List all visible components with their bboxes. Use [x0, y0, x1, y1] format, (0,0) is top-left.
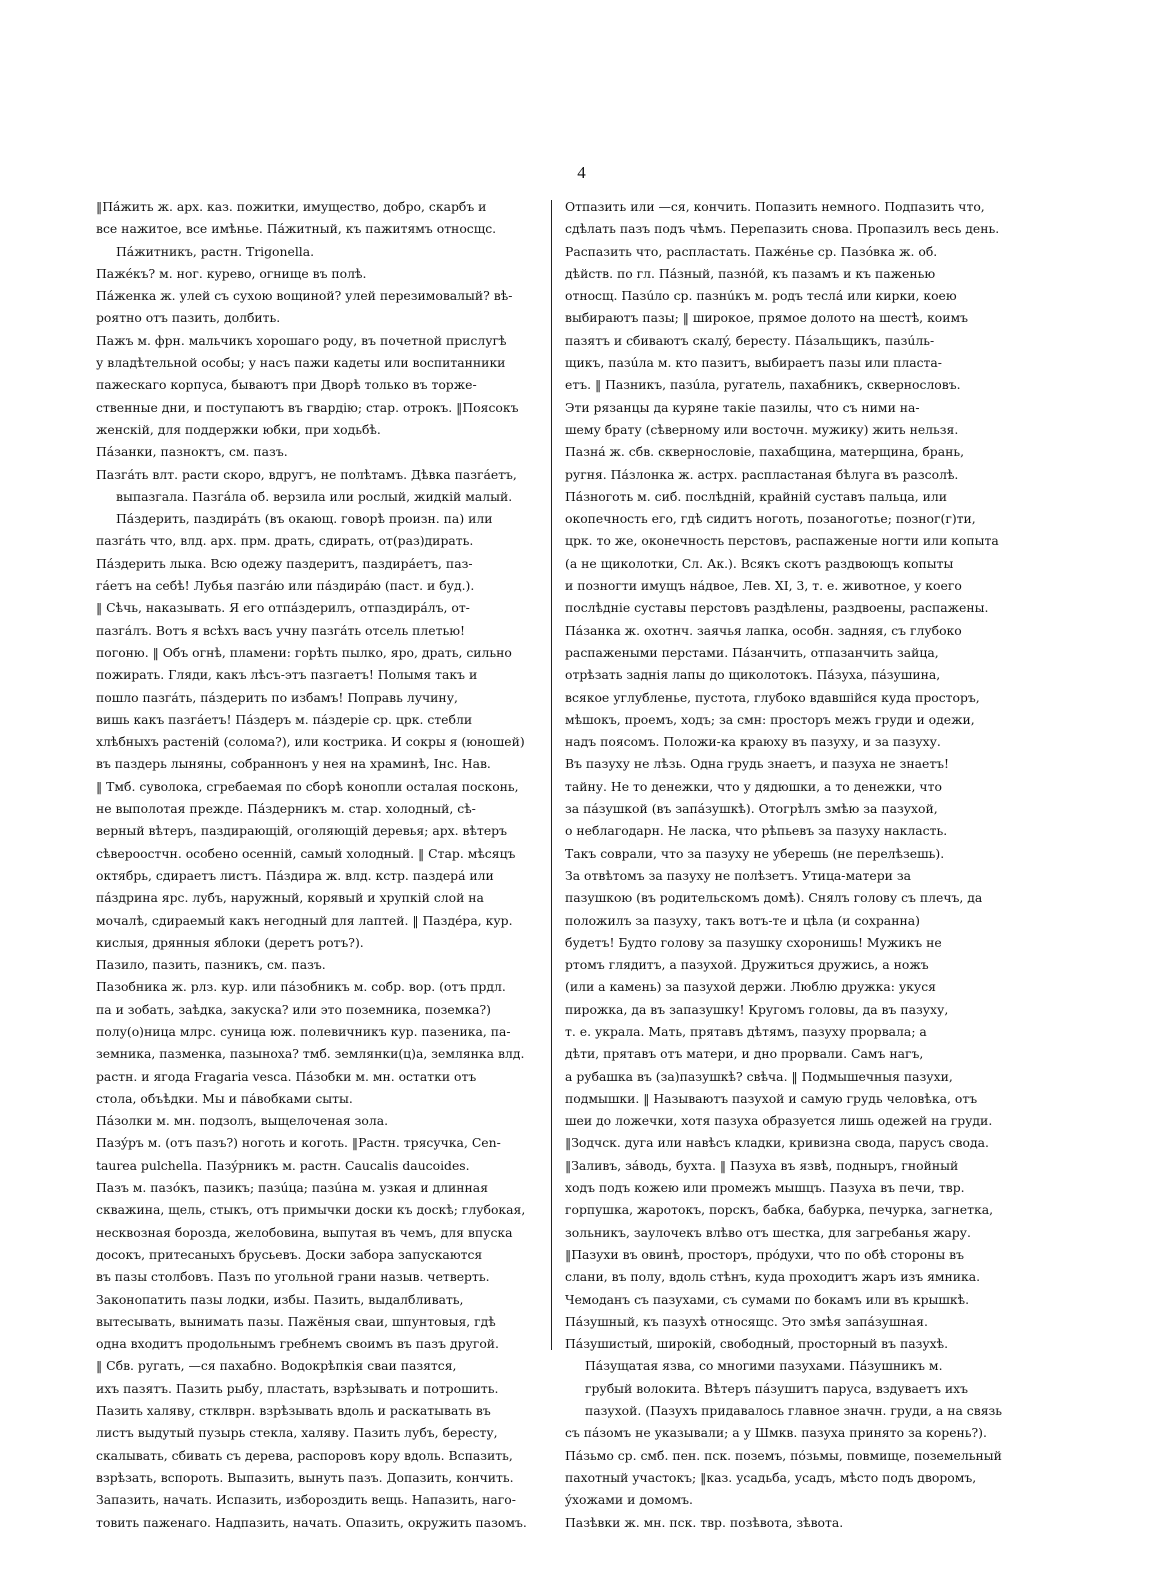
text-line: пошло пазгáть, пáздерить по избамъ! Поправь лучину,: [96, 689, 458, 705]
text-line: ‖Пáжить ж. арх. каз. пожитки, имущество, добро, скарбъ и: [96, 199, 487, 214]
text-line: роятно отъ пазить, долбить.: [96, 310, 281, 326]
text-line: ‖ Тмб. суволока, сгребаемая по сборѣ конопли осталая посконь,: [96, 778, 519, 794]
text-line: Пáзьмо ср. смб. пен. пск. поземъ, пóзьмы, повмище, поземельный: [565, 1447, 1002, 1463]
text-line: Пазобника ж. рлз. кур. или пáзобникъ м. собр. вор. (отъ прдл.: [96, 979, 506, 995]
text-line: съ пáзомъ не указывали; а у Шмкв. пазуха принято за корень?).: [565, 1425, 987, 1441]
text-line: гáетъ на себѣ! Лубья пазгáю или пáздирáю (паст. и буд.).: [96, 578, 475, 594]
text-line: положилъ за пазуху, такъ вотъ-те и цѣла (и сохранна): [565, 912, 920, 928]
text-line: Пазýръ м. (отъ пазъ?) ноготь и коготь. ‖Растн. трясучка, Cen-: [96, 1135, 501, 1151]
text-line: щикъ, пазúла м. кто пазитъ, выбираетъ пазы или пласта-: [565, 355, 942, 371]
text-line: дѣйств. по гл. Пáзный, пазнóй, къ пазамъ и къ паженью: [565, 265, 936, 281]
text-line: ‖Зодчск. дуга или навѣсъ кладки, кривизна свода, парусъ свода.: [565, 1135, 989, 1151]
text-line: Распазить что, распластать. Пажéнье ср. Пазóвка ж. об.: [565, 243, 938, 259]
text-line: отрѣзать заднія лапы до щиколотокъ. Пáзуха, пáзушина,: [565, 667, 941, 683]
text-line: стола, объѣдки. Мы и пáвобками сыты.: [96, 1090, 353, 1106]
text-line: о неблагодарн. Не ласка, что рѣпьевъ за пазуху накласть.: [565, 823, 948, 839]
text-line: Пáзанка ж. охотнч. заячья лапка, особн. задняя, съ глубоко: [565, 622, 962, 638]
text-line: ругня. Пáзлонка ж. астрх. распластаная бѣлуга въ разсолѣ.: [565, 466, 959, 482]
text-line: Пáжитникъ, растн. Trigonella.: [116, 243, 315, 259]
text-line: пазгáть что, влд. арх. прм. драть, сдирать, от(раз)дирать.: [96, 533, 474, 549]
text-line: досокъ, притесаныхъ брусьевъ. Доски забора запускаются: [96, 1246, 483, 1262]
text-line: ýхожами и домомъ.: [565, 1492, 693, 1508]
text-line: горпушка, жаротокъ, порскъ, бабка, бабурка, печурка, загнетка,: [565, 1202, 994, 1218]
text-line: Пазгáть влт. расти скоро, вдругъ, не полѣтамъ. Дѣвка пазгáетъ,: [96, 466, 517, 482]
text-line: выпазгала. Пазгáла об. верзила или рослый, жидкій малый.: [116, 488, 513, 504]
text-line: Пáзушистый, широкій, свободный, просторный въ пазухѣ.: [565, 1336, 949, 1352]
text-line: пазушкою (въ родительскомъ домѣ). Снялъ голову съ плечъ, да: [565, 890, 983, 906]
text-line: Эти рязанцы да куряне такіе пазилы, что съ ними на-: [565, 399, 920, 415]
text-line: пирожка, да въ запазушку! Кругомъ головы, да въ пазуху,: [565, 1001, 949, 1017]
text-line: дѣти, прятавъ отъ матери, и дно прорвали. Самъ нагъ,: [565, 1046, 924, 1062]
page-number: 4: [577, 163, 586, 182]
text-line: пазгáлъ. Вотъ я всѣхъ васъ учну пазгáть отсель плетью!: [96, 622, 465, 638]
text-line: мочалѣ, сдираемый какъ негодный для лаптей. ‖ Паздéра, кур.: [96, 912, 513, 928]
text-line: растн. и ягода Fragaria vesca. Пáзобки м. мн. остатки отъ: [96, 1068, 477, 1084]
text-line: листъ выдутый пузырь стекла, халяву. Пазить лубъ, бересту,: [96, 1425, 498, 1441]
text-line: Пазить халяву, стклврн. взрѣзывать вдоль и раскатывать въ: [96, 1403, 491, 1419]
text-line: женскій, для поддержки юбки, при ходьбѣ.: [96, 421, 381, 437]
text-line: тайну. Не то денежки, что у дядюшки, а то денежки, что: [565, 778, 942, 794]
text-line: несквозная борозда, желобовина, выпутая въ чемъ, для впуска: [96, 1224, 513, 1240]
text-line: взрѣзать, вспороть. Выпазить, вынуть пазъ. Допазить, кончить.: [96, 1469, 514, 1485]
text-line: октябрь, сдираетъ листъ. Пáздира ж. влд. кстр. паздерá или: [96, 867, 494, 883]
text-line: Пазнá ж. сбв. сквернословіе, пахабщина, матерщина, брань,: [565, 444, 965, 460]
text-line: шеи до ложечки, хотя пазуха образуется лишь одежей на груди.: [565, 1113, 993, 1129]
text-line: Въ пазуху не лѣзь. Одна грудь знаетъ, и пазуха не знаетъ!: [565, 756, 950, 772]
text-line: хлѣбныхъ растеній (солома?), или кострика. И сокры я (юношей): [96, 734, 525, 750]
text-line: ственные дни, и поступаютъ въ гвардію; стар. отрокъ. ‖Поясокъ: [96, 399, 519, 415]
text-line: будетъ! Будто голову за пазушку схоронишь! Мужикъ не: [565, 934, 942, 950]
text-line: всякое углубленье, пустота, глубоко вдавшійся куда просторъ,: [565, 689, 980, 705]
text-line: пожирать. Гляди, какъ лѣсъ-этъ пазгаетъ! Полымя такъ и: [96, 667, 478, 683]
text-line: ‖Пазухи въ овинѣ, просторъ, прóдухи, что по обѣ стороны въ: [565, 1246, 965, 1262]
text-line: скалывать, сбивать съ дерева, распоровъ кору вдоль. Вспазить,: [96, 1447, 513, 1463]
text-line: Запазить, начать. Испазить, избороздить вещь. Напазить, наго-: [96, 1492, 516, 1508]
text-line: полу(о)ница млрс. суница юж. полевичникъ кур. пазеника, па-: [96, 1023, 511, 1039]
text-line: у владѣтельной особы; у насъ пажи кадеты или воспитанники: [96, 355, 506, 371]
text-line: Пáзанки, пазноктъ, см. пазъ.: [96, 444, 288, 460]
text-line: Пажéкъ? м. ног. курево, огнище въ полѣ.: [96, 265, 367, 281]
text-line: Чемоданъ съ пазухами, съ сумами по бокамъ или въ крышкѣ.: [565, 1291, 970, 1307]
text-line: грубый волокита. Вѣтеръ пáзушитъ паруса, вздуваетъ ихъ: [585, 1380, 969, 1396]
text-line: ‖Заливъ, зáводь, бухта. ‖ Пазуха въ язвѣ, подныръ, гнойный: [565, 1157, 959, 1173]
text-line: Пáженка ж. улей съ сухою вощиной? улей перезимовалый? вѣ-: [96, 288, 513, 304]
text-line: Такъ соврали, что за пазуху не уберешь (не перелѣзешь).: [565, 845, 945, 861]
text-line: ихъ пазятъ. Пазить рыбу, пластать, взрѣзывать и потрошить.: [96, 1380, 499, 1396]
text-line: пахотный участокъ; ‖каз. усадьба, усадъ, мѣсто подъ дворомъ,: [565, 1469, 977, 1485]
text-line: подмышки. ‖ Называютъ пазухой и самую грудь человѣка, отъ: [565, 1090, 978, 1106]
text-line: Пáздерить лыка. Всю одежу паздеритъ, паздирáетъ, паз-: [96, 555, 473, 571]
text-line: ртомъ глядитъ, а пазухой. Дружиться дружись, а ножъ: [565, 957, 929, 973]
text-line: товить паженаго. Надпазить, начать. Опазить, окружить пазомъ.: [96, 1514, 527, 1530]
text-line: а рубашка въ (за)пазушкѣ? свѣча. ‖ Подмышечныя пазухи,: [565, 1068, 953, 1084]
text-line: въ паздерь лыняны, собраннонъ у нея на храминѣ, Інс. Нав.: [96, 756, 491, 772]
text-line: Пáзноготь м. сиб. послѣдній, крайній суставъ пальца, или: [565, 488, 948, 504]
left-column: [96, 196, 581, 1534]
text-line: земника, пазменка, пазыноха? тмб. землянки(ц)а, землянка влд.: [96, 1046, 525, 1062]
text-line: скважина, щель, стыкъ, отъ примычки доски къ доскѣ; глубокая,: [96, 1202, 526, 1218]
text-line: (или а камень) за пазухой держи. Люблю дружка: укуся: [565, 979, 936, 995]
text-line: пáздрина ярс. лубъ, наружный, корявый и хрупкій слой на: [96, 890, 484, 906]
text-line: вытесывать, вынимать пазы. Пажёныя сваи, шпунтовыя, гдѣ: [96, 1313, 496, 1329]
text-line: Пáзущатая язва, со многими пазухами. Пáзушникъ м.: [585, 1358, 943, 1374]
text-line: пазухой. (Пазухъ придавалось главное значн. груди, а на связь: [585, 1403, 1003, 1419]
text-line: пажескаго корпуса, бываютъ при Дворѣ только въ торже-: [96, 377, 477, 393]
text-line: Пазило, пазить, пазникъ, см. пазъ.: [96, 957, 326, 973]
text-line: taurea pulchella. Пазýрникъ м. растн. Caucalis daucoides.: [96, 1157, 470, 1173]
text-line: Пáзушный, къ пазухѣ относящс. Это змѣя запáзушная.: [565, 1313, 928, 1329]
text-line: окопечность его, гдѣ сидитъ ноготь, позаноготье; позног(г)ти,: [565, 511, 976, 527]
text-line: надъ поясомъ. Положи-ка краюху въ пазуху, и за пазуху.: [565, 734, 941, 750]
text-line: Пáзолки м. мн. подзолъ, выщелоченая зола.: [96, 1113, 389, 1129]
text-line: Пажъ м. фрн. мальчикъ хорошаго роду, въ почетной прислугѣ: [96, 332, 507, 348]
text-line: одна входитъ продольнымъ гребнемъ своимъ въ пазъ другой.: [96, 1336, 499, 1352]
text-line: мѣшокъ, проемъ, ходъ; за смн: просторъ межъ груди и одежи,: [565, 711, 975, 727]
text-line: погоню. ‖ Объ огнѣ, пламени: горѣть пылко, яро, драть, сильно: [96, 644, 512, 660]
text-line: и позногти имущъ нáдвое, Лев. XI, 3, т. е. животное, у коего: [565, 578, 962, 594]
text-line: относщ. Пазúло ср. пазнúкъ м. родъ теслá или кирки, коею: [565, 288, 957, 304]
text-line: ‖ Сбв. ругать, —ся пахабно. Водокрѣпкія сваи пазятся,: [96, 1358, 457, 1374]
text-line: выбираютъ пазы; ‖ широкое, прямое долото на шестѣ, коимъ: [565, 310, 969, 326]
text-line: за пáзушкой (въ запáзушкѣ). Отогрѣлъ змѣю за пазухой,: [565, 801, 938, 817]
text-line: послѣдніе суставы перстовъ раздѣлены, раздвоены, распажены.: [565, 600, 989, 616]
text-line: па и зобать, заѣдка, закуска? или это поземника, поземка?): [96, 1001, 491, 1017]
text-line: Отпазить или —ся, кончить. Попазить немного. Подпазить что,: [565, 199, 985, 214]
text-line: етъ. ‖ Пазникъ, пазúла, ругатель, пахабникъ, сквернословъ.: [565, 377, 961, 393]
text-line: не выполотая прежде. Пáздерникъ м. стар. холодный, сѣ-: [96, 801, 476, 817]
text-line: слани, въ полу, вдоль стѣнъ, куда проходитъ жаръ изъ ямника.: [565, 1269, 981, 1285]
text-line: ходъ подъ кожею или промежъ мышцъ. Пазуха въ печи, твр.: [565, 1180, 965, 1196]
right-column: [565, 196, 1050, 1534]
text-line: все нажитое, все имѣнье. Пáжитный, къ пажитямъ относщс.: [96, 221, 497, 237]
text-line: пазятъ и сбиваютъ скалý, бересту. Пáзальщикъ, пазúль-: [565, 332, 935, 348]
text-line: сѣвероостчн. особено осенній, самый холодный. ‖ Стар. мѣсяцъ: [96, 845, 516, 861]
text-line: црк. то же, оконечность перстовъ, распаженые ногти или копыта: [565, 533, 999, 549]
text-line: Пáздерить, паздирáть (въ окающ. говорѣ произн. па) или: [116, 511, 493, 527]
text-line: Законопатить пазы лодки, избы. Пазить, выдалбливать,: [96, 1291, 464, 1307]
text-line: сдѣлать пазъ подъ чѣмъ. Перепазить снова. Пропазилъ весь день.: [565, 221, 1000, 237]
text-line: шему брату (сѣверному или восточн. мужику) жить нельзя.: [565, 421, 959, 437]
text-line: верный вѣтеръ, паздирающій, оголяющій деревья; арх. вѣтеръ: [96, 823, 507, 839]
text-line: т. е. украла. Мать, прятавъ дѣтямъ, пазуху прорвала; а: [565, 1023, 927, 1039]
text-line: (а не щиколотки, Сл. Ак.). Всякъ скотъ раздвоющъ копыты: [565, 555, 954, 571]
text-line: зольникъ, заулочекъ влѣво отъ шестка, для загребанья жару.: [565, 1224, 971, 1240]
text-line: Пазѣвки ж. мн. пск. твр. позѣвота, зѣвота.: [565, 1514, 844, 1530]
text-line: кислыя, дрянныя яблоки (деретъ ротъ?).: [96, 934, 364, 950]
text-line: За отвѣтомъ за пазуху не полѣзетъ. Утица-матери за: [565, 867, 911, 883]
text-line: ‖ Сѣчь, наказывать. Я его отпáздерилъ, отпаздирáлъ, от-: [96, 600, 470, 616]
text-line: распажеными перстами. Пáзанчить, отпазанчить зайца,: [565, 644, 939, 660]
text-line: въ пазы столбовъ. Пазъ по угольной грани назыв. четверть.: [96, 1269, 490, 1285]
text-line: вишь какъ пазгáетъ! Пáздеръ м. пáздеріе ср. црк. стебли: [96, 711, 473, 727]
text-line: Пазъ м. пазóкъ, пазикъ; пазúца; пазúна м. узкая и длинная: [96, 1180, 489, 1196]
